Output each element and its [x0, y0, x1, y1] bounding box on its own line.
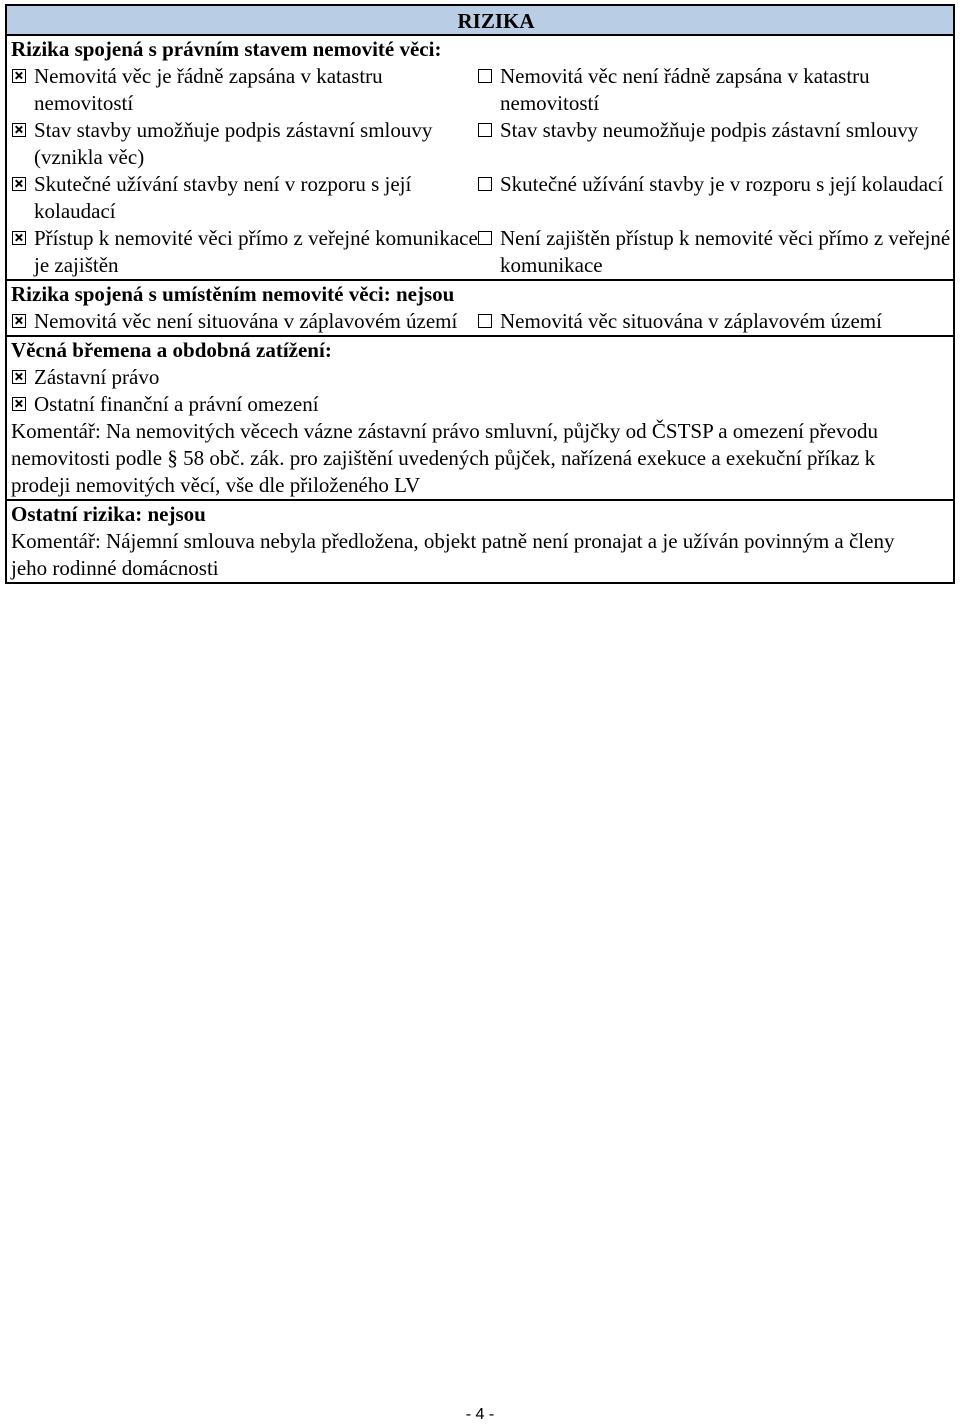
- checkbox-icon: [12, 370, 26, 384]
- option-use-noncompliant: [478, 171, 953, 225]
- checkbox-icon: [12, 177, 26, 191]
- checkbox-icon: [478, 231, 492, 245]
- burdens-section: [7, 337, 953, 501]
- option-label: Stav stavby umožňuje podpis zástavní smlouvy (vznikla věc): [34, 118, 433, 169]
- option-label: Stav stavby neumožňuje podpis zástavní smlouvy: [500, 118, 919, 142]
- option-label: Skutečné užívání stavby je v rozporu s její kolaudací: [500, 172, 944, 196]
- other-risks-heading: Ostatní rizika: nejsou: [11, 502, 206, 526]
- option-not-flood-zone: [7, 308, 478, 335]
- option-label: Skutečné užívání stavby není v rozporu s její kolaudací: [34, 172, 412, 223]
- location-row: [7, 308, 953, 335]
- checkbox-icon: [478, 177, 492, 191]
- legal-row: [7, 63, 953, 117]
- legal-row: [7, 225, 953, 279]
- checkbox-icon: [12, 123, 26, 137]
- risk-table: [5, 4, 955, 584]
- checkbox-icon: [478, 123, 492, 137]
- checkbox-icon: [12, 231, 26, 245]
- location-risks-section: [7, 281, 953, 337]
- checkbox-icon: [12, 314, 26, 328]
- option-label: Nemovitá věc je řádně zapsána v katastru nemovitostí: [34, 64, 383, 115]
- legal-row: [7, 171, 953, 225]
- page-number: - 4 -: [465, 1406, 495, 1423]
- option-not-registered: [478, 63, 953, 117]
- option-registered: [7, 63, 478, 117]
- option-access-missing: [478, 225, 953, 279]
- burdens-comment: Komentář: Na nemovitých věcech vázne zástavní právo smluvní, půjčky od ČSTSP a omezení převodu nemovitosti podle § 58 obč. zák. pro zajištění uvedených půjček, nařízená exekuce a exekuční příkaz k prodeji nemovitých věcí, vše dle přiloženého LV: [11, 419, 878, 497]
- option-pledge-impossible: [478, 117, 953, 171]
- burdens-heading: Věcná břemena a obdobná zatížení:: [11, 338, 332, 362]
- table-title: RIZIKA: [7, 6, 953, 36]
- checkbox-icon: [478, 314, 492, 328]
- legal-risks-heading: Rizika spojená s právním stavem nemovité věci:: [11, 37, 442, 61]
- option-other-restrictions: [7, 391, 953, 418]
- other-risks-comment: Komentář: Nájemní smlouva nebyla předložena, objekt patně není pronajat a je užíván povinným a členy jeho rodinné domácnosti: [11, 529, 895, 580]
- option-pledge-possible: [7, 117, 478, 171]
- burden-row: [7, 391, 953, 418]
- option-label: Ostatní finanční a právní omezení: [34, 392, 319, 416]
- option-flood-zone: [478, 308, 953, 335]
- location-risks-heading: Rizika spojená s umístěním nemovité věci: nejsou: [11, 282, 455, 306]
- option-access-ensured: [7, 225, 478, 279]
- option-label: Nemovitá věc není řádně zapsána v katastru nemovitostí: [500, 64, 870, 115]
- option-lien: [7, 364, 953, 391]
- other-risks-section: [7, 501, 953, 582]
- option-label: Přístup k nemovité věci přímo z veřejné komunikace je zajištěn: [34, 226, 478, 277]
- checkbox-icon: [12, 397, 26, 411]
- legal-risks-section: [7, 36, 953, 281]
- option-label: Nemovitá věc není situována v záplavovém území: [34, 309, 458, 333]
- legal-row: [7, 117, 953, 171]
- burden-row: [7, 364, 953, 391]
- option-label: Není zajištěn přístup k nemovité věci přímo z veřejné komunikace: [500, 226, 951, 277]
- checkbox-icon: [12, 69, 26, 83]
- option-use-compliant: [7, 171, 478, 225]
- option-label: Nemovitá věc situována v záplavovém území: [500, 309, 882, 333]
- option-label: Zástavní právo: [34, 365, 160, 389]
- checkbox-icon: [478, 69, 492, 83]
